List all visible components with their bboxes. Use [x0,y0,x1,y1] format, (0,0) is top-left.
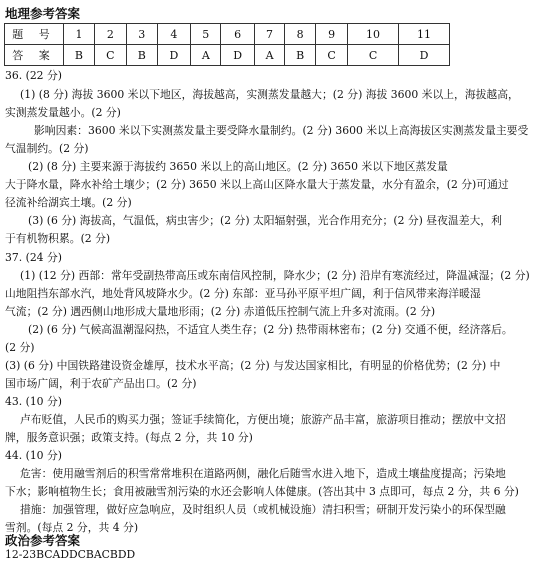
q36-1-text: 实测蒸发量越小。(2 分) [5,106,121,119]
answer-cell: C [316,45,348,66]
geography-answer-title: 地理参考答案 [5,6,81,21]
q36-1-factor-text: 气温制约。(2 分) [5,142,89,155]
table-row [5,45,450,66]
q43-text: 牌，服务意识强；政策支持。(每点 2 分，共 10 分) [5,431,253,444]
q44-measure-text: 措施：加强管理，做好应急响应，及时组织人员（或机械设施）清扫积雪；研制开发污染小的环保型融 [20,503,506,516]
answer-table [4,23,450,66]
question-number: 2 [94,24,126,45]
q36-heading: 36. (22 分) [5,69,62,82]
q37-3-text: 国市场广阔，利于农矿产品出口。(2 分) [5,377,197,390]
answer-cell: D [399,45,450,66]
q36-2-text: (2) (8 分) 主要来源于海拔约 3650 米以上的高山地区。(2 分) 3650 米以下地区蒸发量 [28,160,448,173]
question-number: 7 [254,24,284,45]
answer-cell: B [126,45,157,66]
answer-header: 答 案 [5,45,64,66]
q37-1-text: 山地阻挡东部水汽，地处背风坡降水少。(2 分) 东部：亚马孙平原平坦广阔，利于信风带来海洋暖湿 [5,287,481,300]
q36-3-text: (3) (6 分) 海拔高，气温低，病虫害少；(2 分) 太阳辐射强，光合作用充分；(2 分) 昼夜温差大，利 [28,214,502,227]
q37-1-text: (1) (12 分) 西部：常年受副热带高压或东南信风控制，降水少；(2 分) 沿岸有寒流经过，降温减湿；(2 分) [20,269,530,282]
question-number: 9 [316,24,348,45]
q37-1-text: 气流；(2 分) 遇西侧山地形成大量地形雨；(2 分) 赤道低压控制气流上升多对流雨。(2 分) [5,305,436,318]
q36-2-text: 大于降水量，降水补给土壤少；(2 分) 3650 米以上高山区降水量大于蒸发量，水分有盈余，(2 分)可通过 [5,178,509,191]
answer-cell: A [191,45,221,66]
q37-2-text: (2) (6 分) 气候高温潮湿闷热，不适宜人类生存；(2 分) 热带雨林密布；(2 分) 交通不便，经济落后。 [28,323,513,336]
politics-answer-title: 政治参考答案 [5,533,81,548]
q44-measure-text: 雪剂。(每点 2 分，共 4 分) [5,521,139,534]
answer-cell: C [94,45,126,66]
question-number: 8 [285,24,316,45]
q44-harm-text: 危害：使用融雪剂后的积雪常常堆积在道路两侧，融化后随雪水进入地下，造成土壤盐度提高；污染地 [20,467,506,480]
question-number: 10 [348,24,399,45]
q43-heading: 43. (10 分) [5,395,62,408]
q37-heading: 37. (24 分) [5,251,62,264]
question-number-header: 题 号 [5,24,64,45]
answer-cell: D [221,45,254,66]
q36-1-text: (1) (8 分) 海拔 3600 米以下地区，海拔越高，实测蒸发量越大；(2 分) 海拔 3600 米以上，海拔越高， [20,88,519,101]
q37-2-text: (2 分) [5,341,35,354]
answer-cell: C [348,45,399,66]
question-number: 3 [126,24,157,45]
answer-cell: B [285,45,316,66]
table-row [5,24,450,45]
q37-3-text: (3) (6 分) 中国铁路建设资金雄厚，技术水平高；(2 分) 与发达国家相比，有明显的价格优势；(2 分) 中 [5,359,501,372]
question-number: 11 [399,24,450,45]
answer-cell: B [64,45,95,66]
question-number: 1 [64,24,95,45]
q44-harm-text: 下水；影响植物生长；食用被融雪剂污染的水还会影响人体健康。(答出其中 3 点即可，每点 2 分，共 6 分) [5,485,519,498]
q43-text: 卢布贬值，人民币的购买力强；签证手续简化，方便出境；旅游产品丰富，旅游项目推动；摆放中文招 [20,413,506,426]
answer-cell: A [254,45,284,66]
q44-heading: 44. (10 分) [5,449,62,462]
q36-2-text: 径流补给湖宾土壤。(2 分) [5,196,132,209]
answer-cell: D [157,45,190,66]
question-number: 5 [191,24,221,45]
question-number: 6 [221,24,254,45]
question-number: 4 [157,24,190,45]
q36-1-factor-text: 影响因素：3600 米以下实测蒸发量主要受降水量制约。(2 分) 3600 米以上高海拔区实测蒸发量主要受 [34,124,529,137]
politics-answers: 12-23BCADDCBACBDD [5,548,136,561]
q36-3-text: 于有机物积累。(2 分) [5,232,111,245]
